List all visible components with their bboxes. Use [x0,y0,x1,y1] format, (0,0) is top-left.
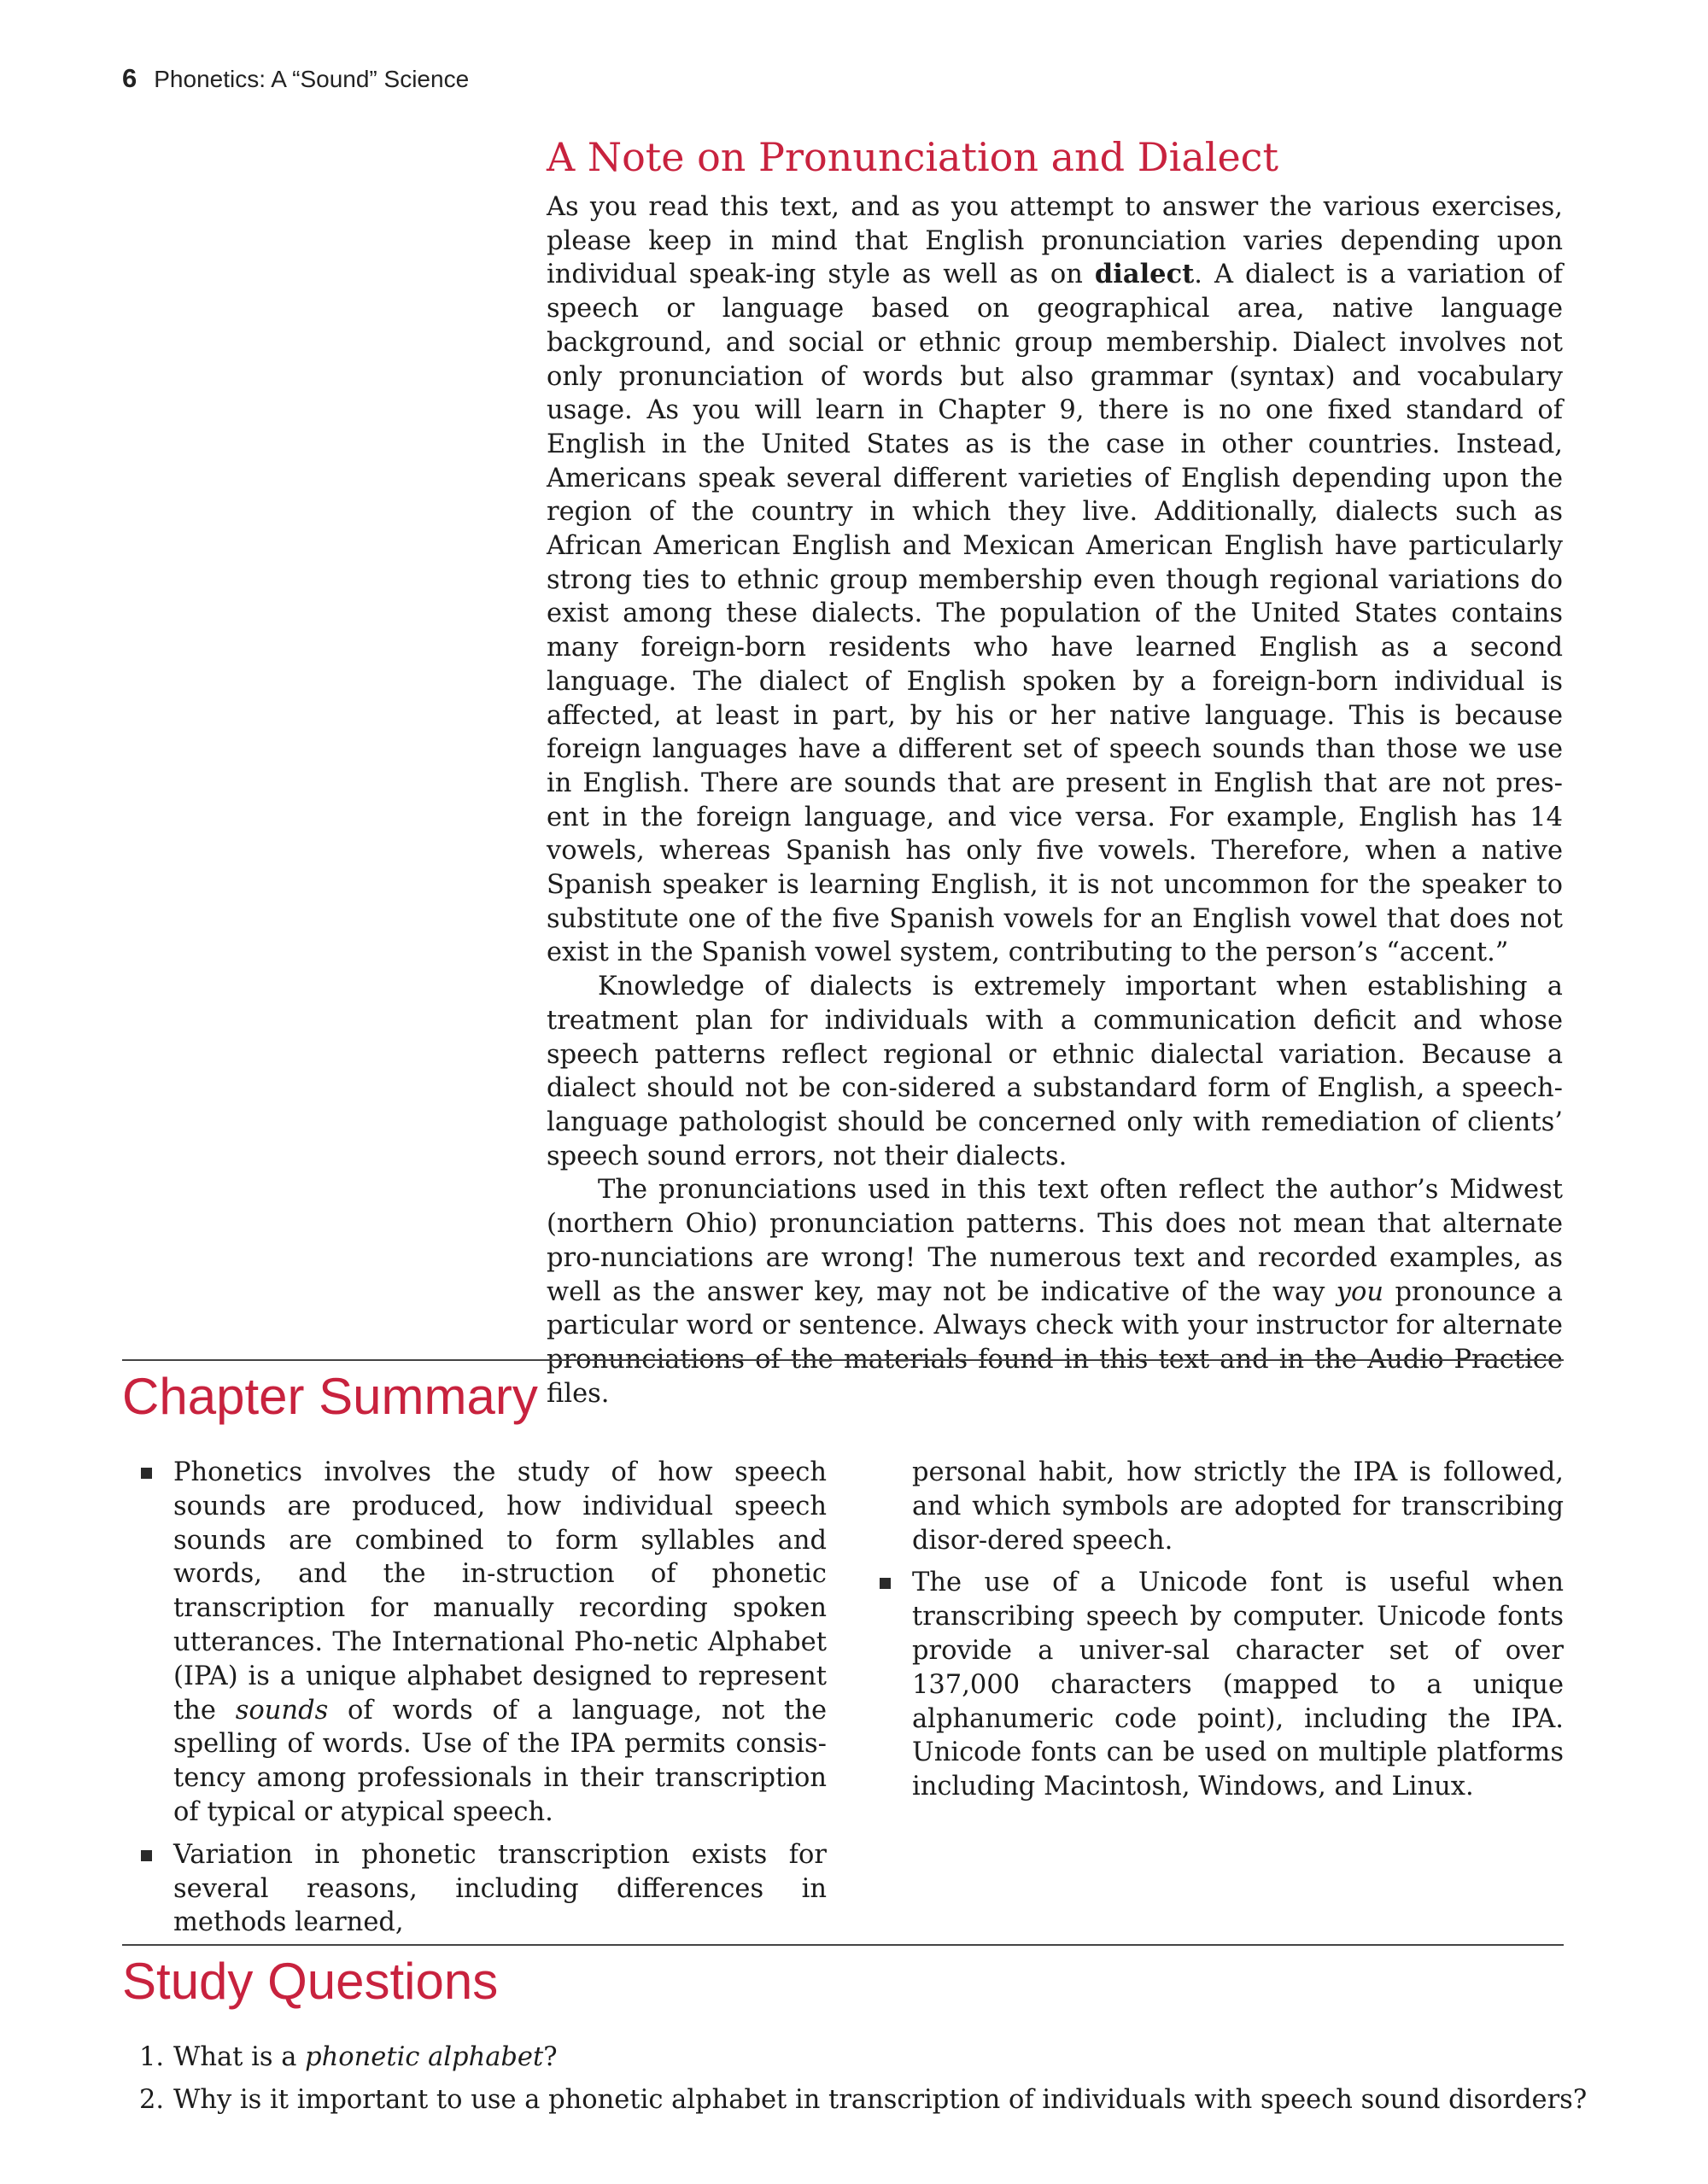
question-2 [139,2079,1588,2122]
note-paragraph-3 [547,1173,1563,1410]
question-1-emphasis: phonetic alphabet [305,2042,544,2072]
summary-bullet-1 [139,1456,827,1830]
study-title: Study Questions [122,1953,499,2010]
bullet-2-left-text: Variation in phonetic transcription exists for several reasons, including differences in methods learned, [173,1839,827,1938]
note-paragraph-1 [547,190,1563,970]
square-bullet-icon [141,1850,152,1861]
question-1-number: 1. [139,2042,165,2072]
question-2-text: Why is it important to use a phonetic alphabet in transcription of individuals with speech sound disorders? [173,2085,1588,2115]
note-paragraph-2: Knowledge of dialects is extremely important when establishing a treatment plan for individuals with a communication deficit and whose speech patterns reflect regional or ethnic dialectal variation. Because a dialect should not be con-sidered a substandard form of English, a speech-language pathologist should be concerned only with remediation of clients’ speech sound errors, not their dialects. [547,972,1563,1171]
summary-bullet-2-continued: personal habit, how strictly the IPA is followed, and which symbols are adopted for transcribing disor-dered speech. [912,1457,1564,1556]
dialect-note [547,132,1563,1410]
bullet-1-end: of words of a language, not the spelling of words. Use of the IPA permits consis-tency among professionals in their transcription of typical or atypical speech. [173,1695,827,1827]
running-head [122,63,469,94]
dialect-term: dialect [1094,259,1195,290]
summary-left-column [139,1456,827,1948]
square-bullet-icon [141,1468,152,1479]
note-p1-end: . A dialect is a variation of speech or language based on geographical area, native language background, and social or ethnic group membership. Dialect involves not only pronunciation of words but also grammar (syntax) and vocabulary usage. As you will learn in Chapter 9, there is no one fixed standard of English in the United States as is the case in other countries. Instead, Americans speak several different varieties of English depending upon the region of the country in which they live. Additionally, dialects such as African American English and Mexican American English have particularly strong ties to ethnic group membership even though regional variations do exist among these dialects. The population of the United States contains many foreign-born residents who have learned English as a second language. The dialect of English spoken by a foreign-born individual is affected, at least in part, by his or her native language. This is because foreign languages have a different set of speech sounds than those we use in English. There are sounds that are present in English that are not pres-ent in the foreign language, and vice versa. For example, English has 14 vowels, whereas Spanish has only five vowels. Therefore, when a native Spanish speaker is learning English, it is not uncommon for the speaker to substitute one of the five Spanish vowels for an English vowel that does not exist in the Spanish vowel system, contributing to the person’s “accent.” [547,260,1563,968]
question-1-end: ? [543,2042,558,2072]
summary-divider [122,1359,1564,1361]
question-2-number: 2. [139,2085,165,2115]
question-1 [139,2036,1582,2079]
page-number: 6 [122,63,137,93]
study-divider [122,1944,1564,1946]
note-p3-emphasis: you [1336,1276,1384,1307]
summary-bullet-3 [878,1566,1564,1804]
note-p1-start: As you read this text, and as you attempt to answer the various exercises, please keep in mind that English pronunciation varies depending upon individual speak-ing style as well as on [547,192,1563,290]
summary-right-column [878,1456,1564,1813]
running-title: Phonetics: A “Sound” Science [154,66,470,92]
question-1-start: What is a [173,2042,306,2072]
summary-title: Chapter Summary [122,1368,538,1425]
note-p3-start: The pronunciations used in this text often reflect the author’s Midwest (northern Ohio) pronunciation patterns. This does not mean that alternate pro-nunciations are wrong! The numerous text and recorded examples, as well as the answer key, may not be indicative of the way [547,1175,1563,1307]
square-bullet-icon [880,1578,891,1589]
bullet-3-text: The use of a Unicode font is useful when transcribing speech by computer. Unicode fonts provide a univer-sal character set of over 137,000 characters (mapped to a unique alphanumeric code point), including the IPA. Unicode fonts can be used on multiple platforms including Macintosh, Windows, and Linux. [912,1568,1564,1802]
summary-bullet-2 [139,1838,827,1940]
bullet-1-start: Phonetics involves the study of how speech sounds are produced, how individual speech sounds are combined to form syllables and words, and the in-struction of phonetic transcription for manually recording spoken utterances. The International Pho-netic Alphabet (IPA) is a unique alphabet designed to represent the [173,1457,827,1726]
bullet-1-emphasis: sounds [235,1695,329,1726]
study-questions [139,2036,1588,2122]
note-heading: A Note on Pronunciation and Dialect [547,134,1278,180]
note-p3-end: pronounce a particular word or sentence. Always check with your instructor for alternate pronunciations of the materials found in this text and in the Audio Practice files. [547,1276,1563,1409]
